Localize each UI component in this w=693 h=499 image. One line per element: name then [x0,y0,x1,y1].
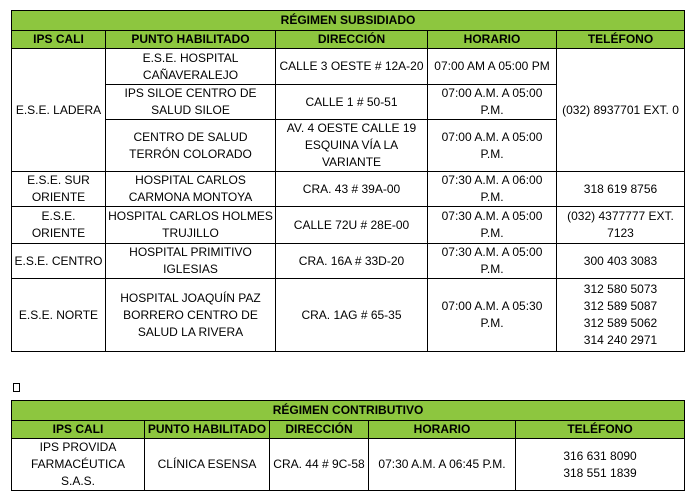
column-header: IPS CALI [12,421,145,439]
telefono-cell [557,279,685,352]
header-row [12,31,685,49]
telefono-line: 312 580 5073 [583,282,658,296]
ips-cell: E.S.E. NORTE [12,279,106,352]
telefono-cell: 318 619 8756 [557,172,685,207]
punto-cell: CLÍNICA ESENSA [145,439,270,491]
ips-cell: E.S.E. LADERA [12,49,106,172]
direccion-cell: AV. 4 OESTE CALLE 19 ESQUINA VÍA LA VARIANTE [276,120,428,172]
punto-cell: HOSPITAL JOAQUÍN PAZ BORRERO CENTRO DE SALUD LA RIVERA [106,279,276,352]
horario-cell: 07:30 A.M. A 06:00 P.M. [428,172,557,207]
table-title-row [12,11,685,31]
ips-cell: IPS PROVIDA FARMACÉUTICA S.A.S. [12,439,145,491]
telefono-cell [516,439,685,491]
telefono-line: 312 589 5062 [583,316,658,330]
horario-cell: 07:00 AM A 05:00 PM [428,49,557,85]
punto-cell: IPS SILOE CENTRO DE SALUD SILOE [106,85,276,120]
column-header: IPS CALI [12,31,106,49]
table-row [12,172,685,207]
telefono-cell: (032) 4377777 EXT. 7123 [557,207,685,244]
punto-cell: HOSPITAL CARLOS HOLMES TRUJILLO [106,207,276,244]
ips-cell: E.S.E. ORIENTE [12,207,106,244]
telefono-line: 318 551 1839 [563,465,637,480]
column-header: PUNTO HABILITADO [106,31,276,49]
horario-cell: 07:30 A.M. A 05:00 P.M. [428,244,557,279]
direccion-cell: CRA. 1AG # 65-35 [276,279,428,352]
punto-cell: CENTRO DE SALUD TERRÓN COLORADO [106,120,276,172]
horario-cell: 07:00 A.M. A 05:00 P.M. [428,85,557,120]
column-header: DIRECCIÓN [276,31,428,49]
table-row [12,49,685,85]
column-header: TELÉFONO [516,421,685,439]
table-title: RÉGIMEN CONTRIBUTIVO [12,401,685,421]
direccion-cell: CALLE 3 OESTE # 12A-20 [276,49,428,85]
regimen-contributivo-table [11,400,685,491]
horario-cell: 07:30 A.M. A 05:00 P.M. [428,207,557,244]
table-title-row [12,401,685,421]
table-row [12,439,685,491]
regimen-subsidiado-table [11,10,685,352]
telefono-line: 312 589 5087 [583,299,658,313]
horario-cell: 07:00 A.M. A 05:30 P.M. [428,279,557,352]
table-title: RÉGIMEN SUBSIDIADO [12,11,685,31]
header-row [12,421,685,439]
direccion-cell: CRA. 16A # 33D-20 [276,244,428,279]
telefono-line: 314 240 2971 [583,333,658,347]
punto-cell: HOSPITAL PRIMITIVO IGLESIAS [106,244,276,279]
horario-cell: 07:00 A.M. A 05:00 P.M. [428,120,557,172]
direccion-cell: CALLE 72U # 28E-00 [276,207,428,244]
table-row [12,207,685,244]
horario-cell: 07:30 A.M. A 06:45 P.M. [369,439,516,491]
column-header: HORARIO [428,31,557,49]
ips-cell: E.S.E. SUR ORIENTE [12,172,106,207]
punto-cell: E.S.E. HOSPITAL CAÑAVERALEJO [106,49,276,85]
empty-checkbox-glyph [13,383,20,392]
telefono-line: 316 631 8090 [563,448,637,463]
ips-cell: E.S.E. CENTRO [12,244,106,279]
telefono-cell: 300 403 3083 [557,244,685,279]
direccion-cell: CRA. 43 # 39A-00 [276,172,428,207]
column-header: TELÉFONO [557,31,685,49]
column-header: PUNTO HABILITADO [145,421,270,439]
direccion-cell: CRA. 44 # 9C-58 [270,439,369,491]
column-header: DIRECCIÓN [270,421,369,439]
table-row [12,244,685,279]
table-row [12,279,685,352]
punto-cell: HOSPITAL CARLOS CARMONA MONTOYA [106,172,276,207]
column-header: HORARIO [369,421,516,439]
direccion-cell: CALLE 1 # 50-51 [276,85,428,120]
telefono-cell: (032) 8937701 EXT. 0 [557,49,685,172]
